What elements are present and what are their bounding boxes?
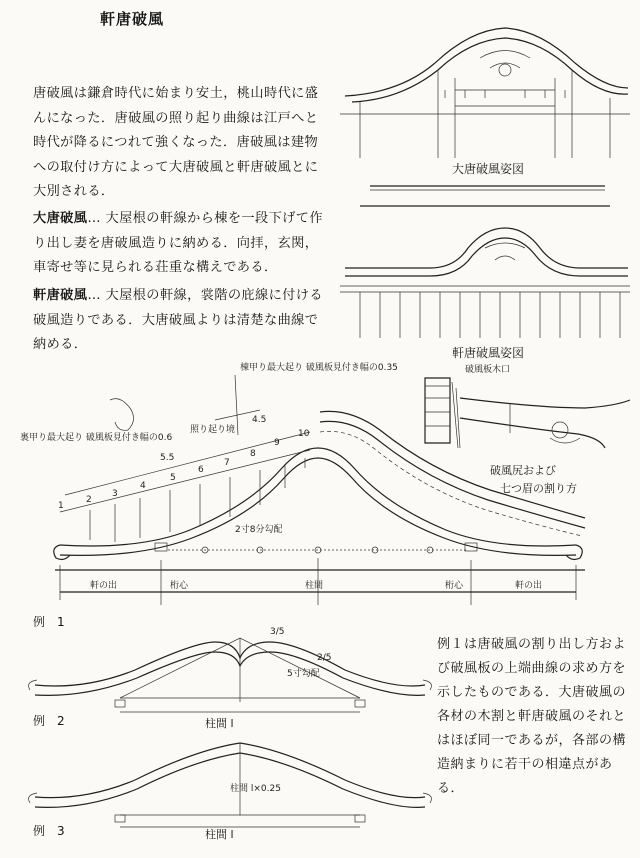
ketashin-left: 桁心 [170, 581, 189, 591]
num-1: 1 [58, 501, 64, 511]
example-explanation-paragraph: 例１は唐破風の割り出し方および破風板の上端曲線の求め方を示したものである．大唐破風の各材の木割と軒唐破風のそれとはほぼ同一であるが，各部の構造納まりに若干の相違点がある． [437, 637, 627, 796]
num-4: 4 [140, 481, 146, 491]
o-karahafu-caption: 大唐破風姿図 [452, 162, 525, 176]
right-note: 棟甲り最大起り 破風板見付き幅の0.35 [240, 363, 398, 373]
example3-drawing [25, 725, 435, 835]
dim-5-5: 5.5 [160, 453, 175, 463]
page-title: 軒唐破風 [100, 10, 165, 28]
intro-paragraph: 唐破風は鎌倉時代に始まり安土，桃山時代に盛んになった．唐破風の照り起り曲線は江戸へと時代が降るにつれて強くなった．唐破風は建物への取付け方によって大唐破風と軒唐破風とに大別される． [33, 86, 319, 200]
num-3: 3 [112, 489, 118, 499]
ex3-hashirama-label: 柱間 l [205, 828, 234, 841]
hashirama-label: 柱間 [305, 581, 324, 591]
detail-caption-line2: 七つ眉の割り方 [500, 482, 577, 495]
o-karahafu-term: 大唐破風 [33, 211, 88, 226]
ex2-2-5-label: 2/5 [317, 653, 332, 663]
sorikoshi-label: 照り起り境 [190, 425, 236, 435]
example1-drawing [20, 360, 620, 625]
num-5: 5 [170, 473, 176, 483]
left-note: 裏甲り最大起り 破風板見付き幅の0.6 [20, 433, 173, 443]
divider-lines [360, 182, 610, 212]
slope-label: 2寸8分勾配 [235, 525, 283, 535]
noki-karahafu-caption: 軒唐破風姿図 [452, 346, 525, 360]
example1-label: 例 1 [33, 615, 65, 629]
num-10: 10 [298, 429, 310, 439]
hafuita-koguchi-label: 破風板木口 [465, 365, 511, 375]
nokinode-left: 軒の出 [90, 581, 118, 591]
num-7: 7 [224, 458, 230, 468]
o-karahafu-desc: … 大屋根の軒線から棟を一段下げて作り出し妻を唐破風造りに納める．向拝，玄関，車寄せ等に見られる荘重な構えである． [33, 211, 323, 276]
num-6: 6 [198, 465, 204, 475]
detail-caption-line1: 破風尻および [490, 464, 556, 477]
nokinode-right: 軒の出 [515, 581, 543, 591]
ketashin-right: 桁心 [445, 581, 464, 591]
ex2-3-5-label: 3/5 [270, 627, 285, 637]
example2-label: 例 2 [33, 714, 65, 728]
example2-drawing [25, 620, 435, 720]
noki-karahafu-term: 軒唐破風 [33, 288, 88, 303]
dim-4-5: 4.5 [252, 415, 267, 425]
ex2-hashirama-label: 柱間 l [205, 717, 234, 730]
ex2-slope-label: 5寸勾配 [287, 669, 320, 679]
o-karahafu-paragraph [33, 207, 323, 281]
num-8: 8 [250, 449, 256, 459]
ex3-height-label: 柱間 l×0.25 [230, 784, 281, 794]
num-9: 9 [274, 438, 280, 448]
example3-label: 例 3 [33, 824, 65, 838]
o-karahafu-drawing [340, 18, 630, 163]
num-2: 2 [86, 495, 92, 505]
noki-karahafu-drawing [340, 220, 630, 340]
noki-karahafu-desc: … 大屋根の軒線，裳階の庇線に付ける破風造りである．大唐破風よりは清楚な曲線で納める． [33, 288, 323, 353]
noki-karahafu-paragraph [33, 284, 323, 358]
